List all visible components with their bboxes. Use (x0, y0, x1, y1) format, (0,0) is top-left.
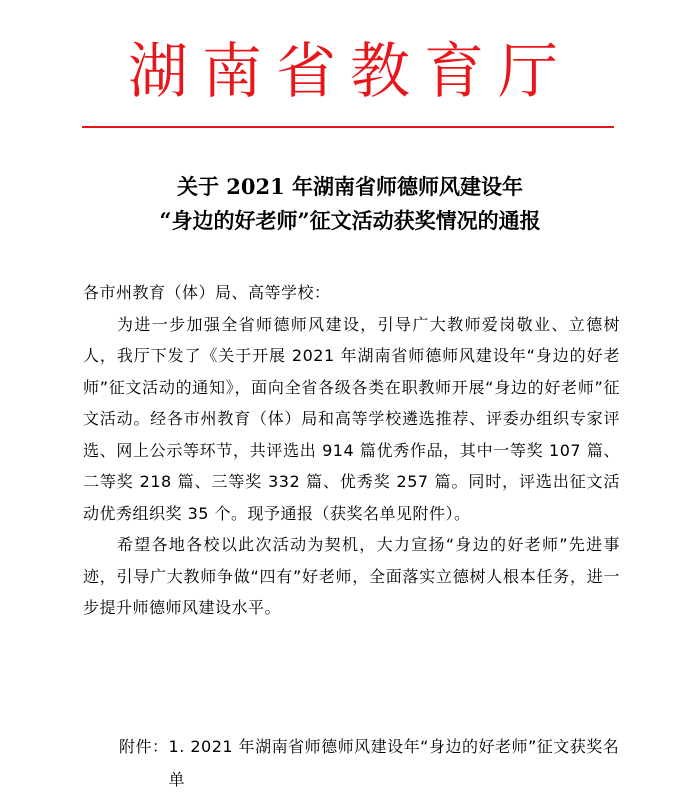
issuer-header: 湖南省教育厅 (128, 37, 572, 107)
body-paragraph-2: 希望各地各校以此次活动为契机，大力宣扬“身边的好老师”先进事迹，引导广大教师争做“四有”好老师，全面落实立德树人根本任务，进一步提升师德师风建设水平。 (83, 535, 620, 617)
document-body (83, 277, 620, 624)
header-red-rule (82, 126, 614, 128)
attachment-label: 附件： (119, 737, 169, 756)
attachment-item-1: 1. 2021 年湖南省师德师风建设年“身边的好老师”征文获奖名单 (168, 737, 620, 789)
attachment-list (119, 730, 629, 796)
document-title-line-1: 关于 2021 年湖南省师德师风建设年 (176, 174, 524, 199)
body-paragraph-1: 为进一步加强全省师德师风建设，引导广大教师爱岗敬业、立德树人，我厅下发了《关于开展 2021 年湖南省师德师风建设年“身边的好老师”征文活动的通知》，面向全省各级各类在职教师开展“身边的好老师”征文活动。经各市州教育（体）局和高等学校遴选推荐、评委办组织专家评选、网上公示等环节，共评选出 914 篇优秀作品，其中一等奖 107 篇、二等奖 218 篇、三等奖 332 篇、优秀奖 257 篇。同时，评选出征文活动优秀组织奖 35 个。现予通报（获奖名单见附件）。 (83, 314, 620, 523)
salutation: 各市州教育（体）局、高等学校： (83, 283, 331, 302)
document-title-line-2: “身边的好老师”征文活动获奖情况的通报 (159, 208, 541, 233)
document-title (0, 170, 700, 238)
